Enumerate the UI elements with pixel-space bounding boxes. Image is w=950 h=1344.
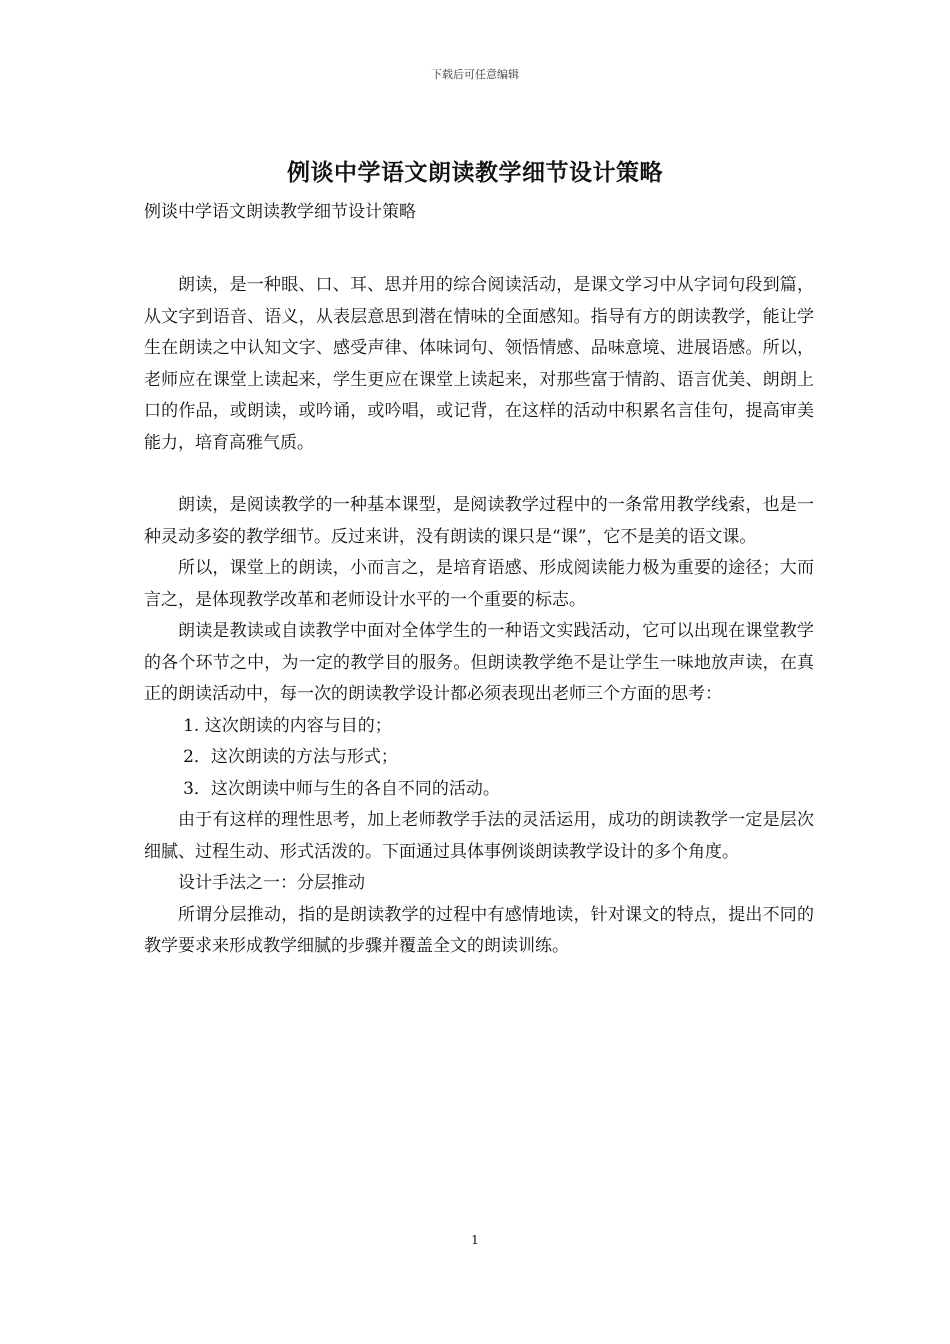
list-item-2: 2．这次朗读的方法与形式； <box>183 747 398 767</box>
paragraph-gap <box>144 459 814 490</box>
paragraph-reasoning: 由于有这样的理性思考，加上老师教学手法的灵活运用，成功的朗读教学一定是层次细腻、过程生动、形式活泼的。下面通过具体事例谈朗读教学设计的多个角度。 <box>144 810 814 862</box>
paragraph-intro: 朗读，是一种眼、口、耳、思并用的综合阅读活动，是课文学习中从字词句段到篇，从文字到语音、语义，从表层意思到潜在情味的全面感知。指导有方的朗读教学，能让学生在朗读之中认知文字、感受声律、体味词句、领悟情感、品味意境、进展语感。所以，老师应在课堂上读起来，学生更应在课堂上读起来，对那些富于情韵、语言优美、朗朗上口的作品，或朗读，或吟诵，或吟唱，或记背，在这样的活动中积累名言佳句，提高审美能力，培育高雅气质。 <box>144 275 814 453</box>
paragraph-practice: 朗读是教读或自读教学中面对全体学生的一种语文实践活动，它可以出现在课堂教学的各个环节之中，为一定的教学目的服务。但朗读教学绝不是让学生一味地放声读，在真正的朗读活动中，每一次的朗读教学设计都必须表现出老师三个方面的思考： <box>144 621 814 704</box>
list-item-3: 3．这次朗读中师与生的各自不同的活动。 <box>183 778 500 799</box>
paragraph-layered-push: 所谓分层推动，指的是朗读教学的过程中有感情地读，针对课文的特点，提出不同的教学要求来形成教学细腻的步骤并覆盖全文的朗读训练。 <box>144 904 814 956</box>
section-heading-method-1: 设计手法之一：分层推动 <box>178 873 365 893</box>
list-item-1: 1. 这次朗读的内容与目的； <box>183 715 392 736</box>
document-subtitle: 例谈中学语文朗读教学细节设计策略 <box>144 202 416 222</box>
paragraph-basic-type: 朗读，是阅读教学的一种基本课型，是阅读教学过程中的一条常用教学线索，也是一种灵动多姿的教学细节。反过来讲，没有朗读的课只是“课”，它不是美的语文课。 <box>144 495 814 547</box>
header-note: 下载后可任意编辑 <box>431 68 519 81</box>
page-number: 1 <box>471 1233 479 1247</box>
document-title: 例谈中学语文朗读教学细节设计策略 <box>287 159 663 186</box>
document-body <box>144 270 814 963</box>
paragraph-importance: 所以，课堂上的朗读，小而言之，是培育语感、形成阅读能力极为重要的途径；大而言之，是体现教学改革和老师设计水平的一个重要的标志。 <box>144 558 814 610</box>
